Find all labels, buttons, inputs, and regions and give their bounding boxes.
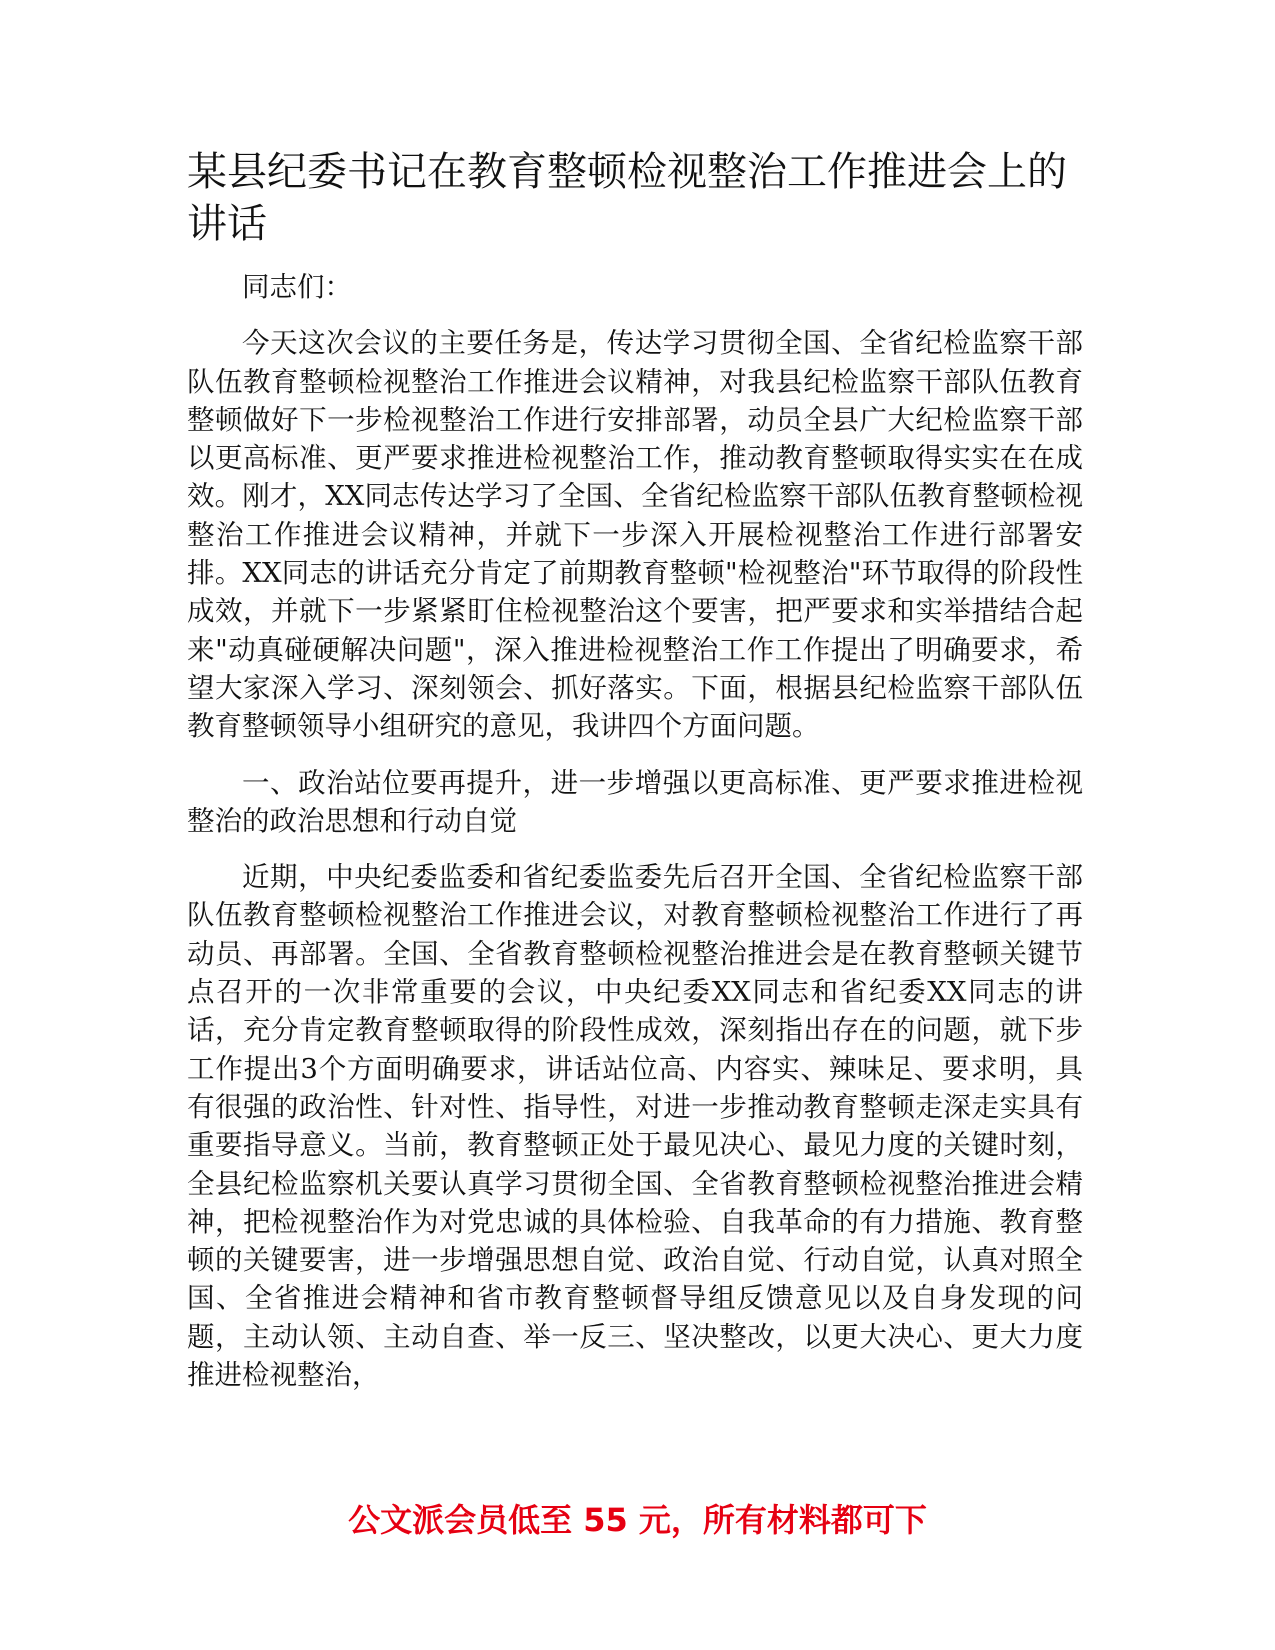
promo-banner: 公文派会员低至 55 元，所有材料都可下 (348, 1501, 927, 1539)
document-title: 某县纪委书记在教育整顿检视整治工作推进会上的讲话 (187, 149, 1067, 247)
document-body (187, 146, 1083, 1412)
paragraph-salutation: 同志们： (242, 271, 352, 303)
paragraph-section-1: 近期，中央纪委监委和省纪委监委先后召开全国、全省纪检监察干部队伍教育整顿检视整治工作推进会议，对教育整顿检视整治工作进行了再动员、再部署。全国、全省教育整顿检视整治推进会是在教育整顿关键节点召开的一次非常重要的会议，中央纪委XX同志和省纪委XX同志的讲话，充分肯定教育整顿取得的阶段性成效，深刻指出存在的问题，就下步工作提出3个方面明确要求，讲话站位高、内容实、辣味足、要求明，具有很强的政治性、针对性、指导性，对进一步推动教育整顿走深走实具有重要指导意义。当前，教育整顿正处于最见决心、最见力度的关键时刻，全县纪检监察机关要认真学习贯彻全国、全省教育整顿检视整治推进会精神，把检视整治作为对党忠诚的具体检验、自我革命的有力措施、教育整顿的关键要害，进一步增强思想自觉、政治自觉、行动自觉，认真对照全国、全省推进会精神和省市教育整顿督导组反馈意见以及自身发现的问题，主动认领、主动自查、举一反三、坚决整改，以更大决心、更大力度推进检视整治， (187, 861, 1083, 1392)
section-heading-1: 一、政治站位要再提升，进一步增强以更高标准、更严要求推进检视整治的政治思想和行动自觉 (187, 766, 1083, 837)
paragraph-intro: 今天这次会议的主要任务是，传达学习贯彻全国、全省纪检监察干部队伍教育整顿检视整治工作推进会议精神，对我县纪检监察干部队伍教育整顿做好下一步检视整治工作进行安排部署，动员全县广大纪检监察干部以更高标准、更严要求推进检视整治工作，推动教育整顿取得实实在在成效。刚才，XX同志传达学习了全国、全省纪检监察干部队伍教育整顿检视整治工作推进会议精神，并就下一步深入开展检视整治工作进行部署安排。XX同志的讲话充分肯定了前期教育整顿"检视整治"环节取得的阶段性成效，并就下一步紧紧盯住检视整治这个要害，把严要求和实举措结合起来"动真碰硬解决问题"，深入推进检视整治工作工作提出了明确要求，希望大家深入学习、深刻领会、抓好落实。下面，根据县纪检监察干部队伍教育整顿领导小组研究的意见，我讲四个方面问题。 (187, 327, 1083, 743)
